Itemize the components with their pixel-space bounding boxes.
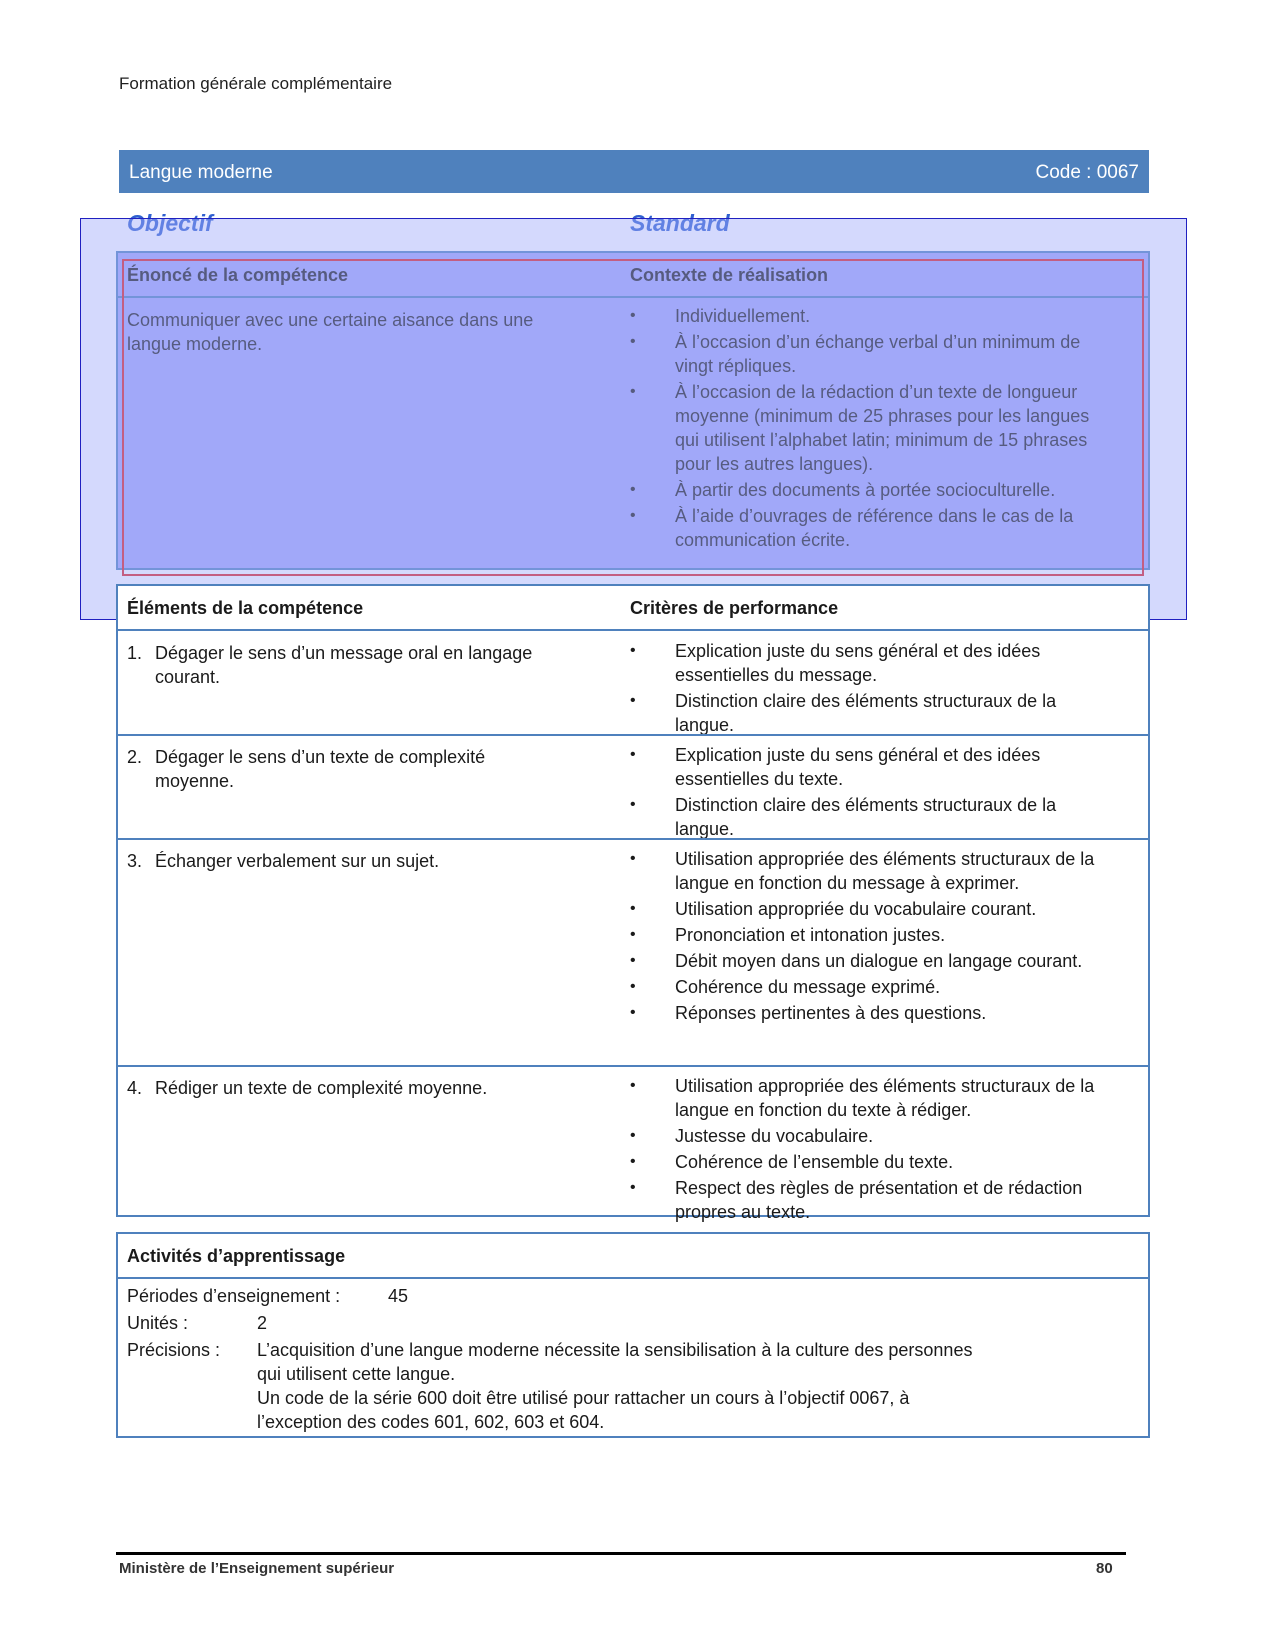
periods-label: Périodes d’enseignement : — [127, 1286, 341, 1306]
list-item: • Cohérence de l’ensemble du texte. — [630, 1150, 1105, 1174]
list-item: • Individuellement. — [630, 304, 1105, 328]
course-title: Langue moderne — [129, 162, 273, 183]
element-item — [127, 745, 555, 793]
list-item: • Justesse du vocabulaire. — [630, 1124, 1105, 1148]
element-text: Dégager le sens d’un message oral en langage courant. — [155, 643, 533, 687]
page-header: Formation générale complémentaire — [119, 74, 393, 93]
list-item: • Utilisation appropriée du vocabulaire courant. — [630, 897, 1105, 921]
competence-header: Énoncé de la compétence — [127, 265, 349, 285]
list-item: • À l’aide d’ouvrages de référence dans le cas de la communication écrite. — [630, 504, 1105, 552]
activities-box — [116, 1232, 1150, 1438]
periods-value: 45 — [388, 1286, 409, 1306]
units-value: 2 — [257, 1313, 268, 1333]
divider — [118, 629, 1148, 631]
element-number: 4. — [127, 1078, 143, 1098]
criteria-header: Critères de performance — [630, 598, 839, 618]
list-item: • Respect des règles de présentation et de rédaction propres au texte. — [630, 1176, 1105, 1224]
list-item: • À partir des documents à portée socioculturelle. — [630, 478, 1105, 502]
competence-statement: Communiquer avec une certaine aisance dans une langue moderne. — [127, 310, 534, 354]
element-text: Échanger verbalement sur un sujet. — [155, 851, 440, 871]
elements-header: Éléments de la compétence — [127, 598, 364, 618]
element-number: 3. — [127, 851, 143, 871]
list-item: • Réponses pertinentes à des questions. — [630, 1001, 1105, 1025]
units-label: Unités : — [127, 1313, 189, 1333]
divider — [118, 1277, 1148, 1279]
list-item: • Débit moyen dans un dialogue en langage courant. — [630, 949, 1105, 973]
divider — [118, 1065, 1148, 1067]
standard-label: Standard — [630, 210, 730, 236]
list-item: • Utilisation appropriée des éléments structuraux de la langue en fonction du texte à rédiger. — [630, 1074, 1105, 1122]
list-item: • Explication juste du sens général et des idées essentielles du message. — [630, 639, 1105, 687]
criteria-list — [630, 847, 1105, 1027]
element-text: Dégager le sens d’un texte de complexité moyenne. — [155, 747, 486, 791]
element-item — [127, 641, 555, 689]
activities-header: Activités d’apprentissage — [127, 1246, 346, 1266]
title-bar — [119, 150, 1149, 193]
list-item: • À l’occasion d’un échange verbal d’un minimum de vingt répliques. — [630, 330, 1105, 378]
elements-table — [116, 584, 1150, 1222]
precisions-text-2: Un code de la série 600 doit être utilisé pour rattacher un cours à l’objectif 0067, à l’exception des codes 601, 602, 603 et 604. — [257, 1388, 910, 1432]
highlight-overlay — [80, 218, 1187, 620]
element-text: Rédiger un texte de complexité moyenne. — [155, 1078, 488, 1098]
list-item: • Prononciation et intonation justes. — [630, 923, 1105, 947]
criteria-list — [630, 639, 1105, 739]
page-number: 80 — [1096, 1560, 1113, 1577]
list-item: • Cohérence du message exprimé. — [630, 975, 1105, 999]
element-number: 2. — [127, 747, 143, 767]
list-item: • Distinction claire des éléments structuraux de la langue. — [630, 689, 1105, 737]
footer-rule — [116, 1552, 1126, 1555]
footer-ministry: Ministère de l’Enseignement supérieur — [119, 1560, 395, 1577]
criteria-list — [630, 1074, 1105, 1226]
list-item: • Utilisation appropriée des éléments structuraux de la langue en fonction du message à exprimer. — [630, 847, 1105, 895]
divider — [118, 734, 1148, 736]
criteria-list — [630, 743, 1105, 843]
divider — [118, 838, 1148, 840]
course-code: Code : 0067 — [1035, 162, 1139, 183]
list-item: • À l’occasion de la rédaction d’un texte de longueur moyenne (minimum de 25 phrases pour les langues qui utilisent l’alphabet latin; minimum de 15 phrases pour les autres langues). — [630, 380, 1105, 476]
list-item: • Explication juste du sens général et des idées essentielles du texte. — [630, 743, 1105, 791]
context-header: Contexte de réalisation — [630, 265, 829, 285]
element-item — [127, 1076, 585, 1100]
precisions-text-1: L’acquisition d’une langue moderne nécessite la sensibilisation à la culture des personnes qui utilisent cette langue. — [257, 1340, 973, 1384]
element-item — [127, 849, 555, 873]
objectif-label: Objectif — [127, 210, 213, 236]
precisions-label: Précisions : — [127, 1340, 221, 1360]
list-item: • Distinction claire des éléments structuraux de la langue. — [630, 793, 1105, 841]
element-number: 1. — [127, 643, 143, 663]
